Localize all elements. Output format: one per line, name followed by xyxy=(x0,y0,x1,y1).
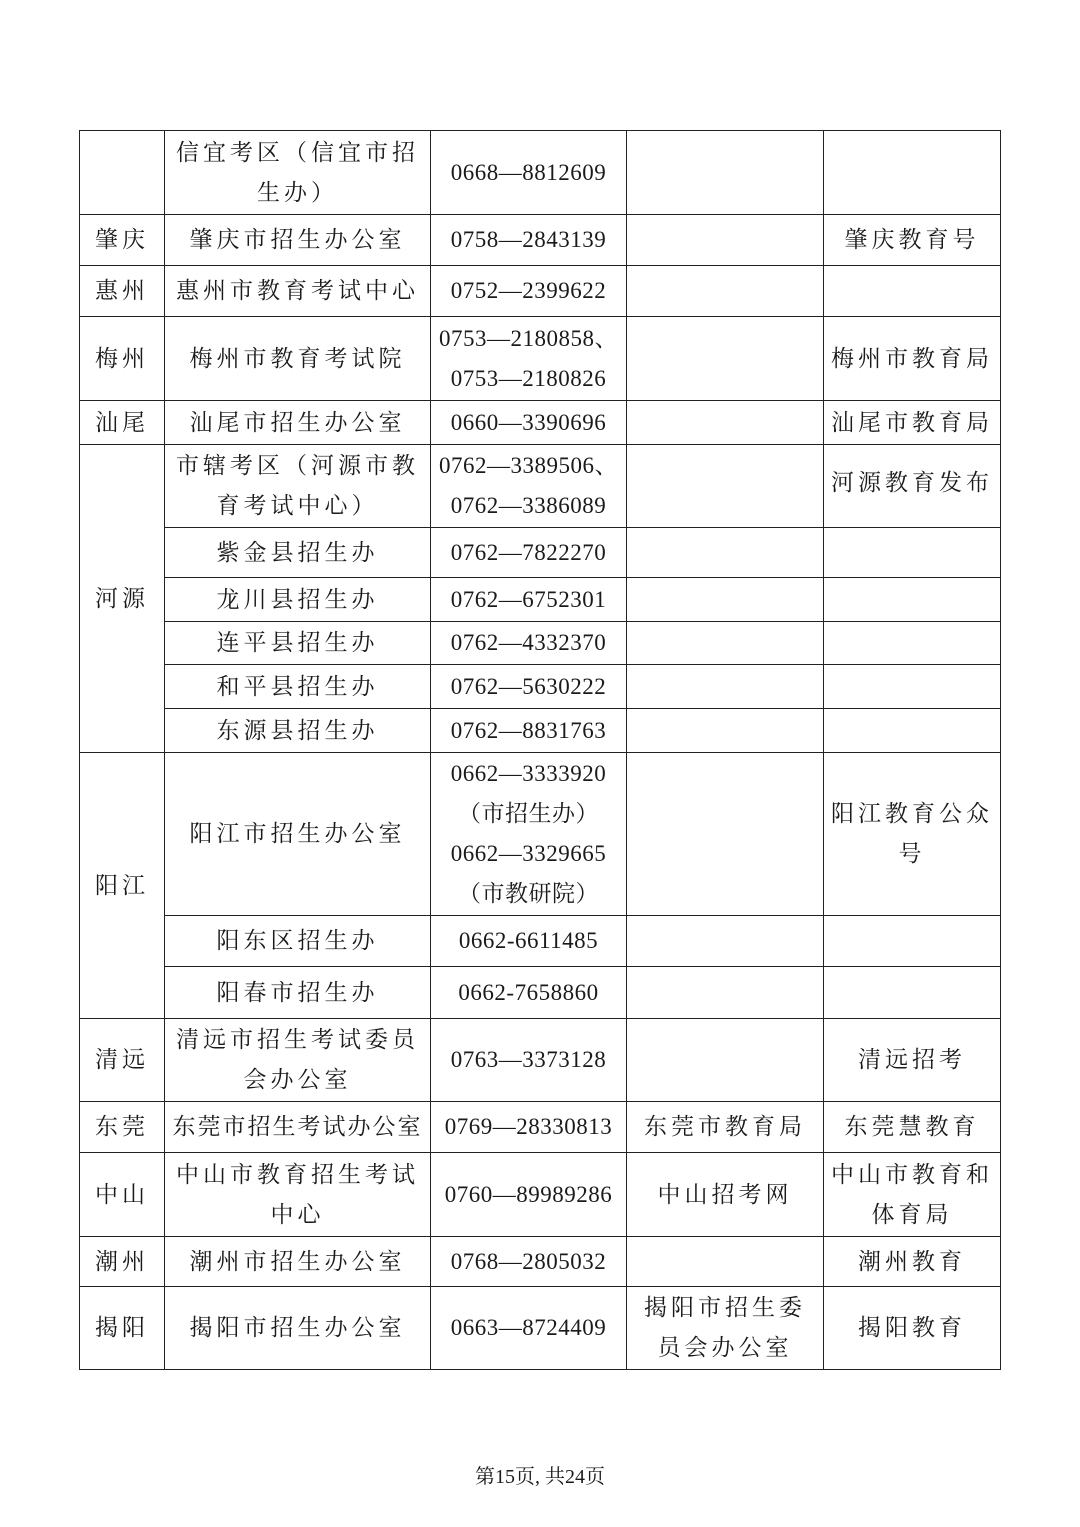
phone-cell: 0762—7822270 xyxy=(431,528,627,578)
phone-cell: 0762—8831763 xyxy=(431,709,627,753)
wechat-cell xyxy=(824,967,1001,1019)
wechat-cell: 揭阳教育 xyxy=(824,1287,1001,1370)
office-cell: 汕尾市招生办公室 xyxy=(165,401,431,445)
region-cell: 肇庆 xyxy=(80,215,165,266)
website-cell xyxy=(627,916,824,967)
wechat-cell: 河源教育发布 xyxy=(824,445,1001,528)
website-cell: 东莞市教育局 xyxy=(627,1102,824,1153)
phone-cell: 0762—3389506、 0762—3386089 xyxy=(431,445,627,528)
wechat-cell xyxy=(824,916,1001,967)
office-cell: 阳东区招生办 xyxy=(165,916,431,967)
table-row xyxy=(80,709,1001,753)
region-cell: 河源 xyxy=(80,445,165,753)
table-row xyxy=(80,266,1001,317)
table-row xyxy=(80,215,1001,266)
region-cell: 阳江 xyxy=(80,753,165,1019)
wechat-cell xyxy=(824,266,1001,317)
website-cell: 中山招考网 xyxy=(627,1153,824,1237)
office-cell: 龙川县招生办 xyxy=(165,578,431,622)
office-cell: 潮州市招生办公室 xyxy=(165,1237,431,1287)
website-cell xyxy=(627,215,824,266)
website-cell xyxy=(627,266,824,317)
wechat-cell: 中山市教育和体育局 xyxy=(824,1153,1001,1237)
phone-cell: 0758—2843139 xyxy=(431,215,627,266)
phone-cell: 0663—8724409 xyxy=(431,1287,627,1370)
page-number: 第15页, 共24页 xyxy=(475,1466,605,1488)
wechat-cell: 汕尾市教育局 xyxy=(824,401,1001,445)
website-cell xyxy=(627,622,824,665)
region-cell: 惠州 xyxy=(80,266,165,317)
phone-cell: 0668—8812609 xyxy=(431,131,627,215)
region-cell: 梅州 xyxy=(80,317,165,401)
wechat-cell: 清远招考 xyxy=(824,1019,1001,1102)
region-cell: 汕尾 xyxy=(80,401,165,445)
office-cell: 清远市招生考试委员会办公室 xyxy=(165,1019,431,1102)
wechat-cell xyxy=(824,709,1001,753)
website-cell xyxy=(627,967,824,1019)
table-row xyxy=(80,753,1001,916)
table-row xyxy=(80,401,1001,445)
website-cell xyxy=(627,131,824,215)
office-cell: 肇庆市招生办公室 xyxy=(165,215,431,266)
wechat-cell xyxy=(824,622,1001,665)
website-cell: 揭阳市招生委员会办公室 xyxy=(627,1287,824,1370)
office-cell: 紫金县招生办 xyxy=(165,528,431,578)
office-cell: 市辖考区（河源市教育考试中心） xyxy=(165,445,431,528)
website-cell xyxy=(627,665,824,709)
wechat-cell xyxy=(824,528,1001,578)
office-cell: 连平县招生办 xyxy=(165,622,431,665)
website-cell xyxy=(627,317,824,401)
phone-cell: 0762—4332370 xyxy=(431,622,627,665)
phone-cell: 0660—3390696 xyxy=(431,401,627,445)
phone-cell: 0662-7658860 xyxy=(431,967,627,1019)
table-row xyxy=(80,1019,1001,1102)
website-cell xyxy=(627,578,824,622)
phone-cell: 0760—89989286 xyxy=(431,1153,627,1237)
office-cell: 东莞市招生考试办公室 xyxy=(165,1102,431,1153)
wechat-cell xyxy=(824,665,1001,709)
table-row xyxy=(80,578,1001,622)
table-row xyxy=(80,967,1001,1019)
table-row xyxy=(80,1102,1001,1153)
phone-cell: 0662—3333920 （市招生办） 0662—3329665 （市教研院） xyxy=(431,753,627,916)
office-cell: 阳江市招生办公室 xyxy=(165,753,431,916)
office-cell: 中山市教育招生考试中心 xyxy=(165,1153,431,1237)
table-row xyxy=(80,1237,1001,1287)
phone-cell: 0662-6611485 xyxy=(431,916,627,967)
website-cell xyxy=(627,753,824,916)
wechat-cell: 肇庆教育号 xyxy=(824,215,1001,266)
table-row xyxy=(80,665,1001,709)
phone-cell: 0762—5630222 xyxy=(431,665,627,709)
region-cell: 中山 xyxy=(80,1153,165,1237)
website-cell xyxy=(627,1237,824,1287)
website-cell xyxy=(627,528,824,578)
table-row xyxy=(80,131,1001,215)
office-cell: 揭阳市招生办公室 xyxy=(165,1287,431,1370)
table-row xyxy=(80,622,1001,665)
phone-cell: 0763—3373128 xyxy=(431,1019,627,1102)
wechat-cell xyxy=(824,131,1001,215)
phone-cell: 0769—28330813 xyxy=(431,1102,627,1153)
table-row xyxy=(80,916,1001,967)
phone-cell: 0768—2805032 xyxy=(431,1237,627,1287)
office-cell: 信宜考区（信宜市招生办） xyxy=(165,131,431,215)
website-cell xyxy=(627,1019,824,1102)
wechat-cell: 东莞慧教育 xyxy=(824,1102,1001,1153)
wechat-cell xyxy=(824,578,1001,622)
website-cell xyxy=(627,445,824,528)
region-cell: 东莞 xyxy=(80,1102,165,1153)
region-cell: 清远 xyxy=(80,1019,165,1102)
office-cell: 梅州市教育考试院 xyxy=(165,317,431,401)
phone-cell: 0753—2180858、 0753—2180826 xyxy=(431,317,627,401)
wechat-cell: 潮州教育 xyxy=(824,1237,1001,1287)
table-row xyxy=(80,1287,1001,1370)
phone-cell: 0752—2399622 xyxy=(431,266,627,317)
office-cell: 阳春市招生办 xyxy=(165,967,431,1019)
wechat-cell: 阳江教育公众号 xyxy=(824,753,1001,916)
website-cell xyxy=(627,709,824,753)
website-cell xyxy=(627,401,824,445)
table-row xyxy=(80,317,1001,401)
phone-cell: 0762—6752301 xyxy=(431,578,627,622)
table-row xyxy=(80,1153,1001,1237)
region-cell xyxy=(80,131,165,215)
table-row xyxy=(80,528,1001,578)
office-cell: 惠州市教育考试中心 xyxy=(165,266,431,317)
office-cell: 和平县招生办 xyxy=(165,665,431,709)
office-cell: 东源县招生办 xyxy=(165,709,431,753)
wechat-cell: 梅州市教育局 xyxy=(824,317,1001,401)
region-cell: 揭阳 xyxy=(80,1287,165,1370)
contact-table xyxy=(79,130,1001,1370)
region-cell: 潮州 xyxy=(80,1237,165,1287)
table-row xyxy=(80,445,1001,528)
